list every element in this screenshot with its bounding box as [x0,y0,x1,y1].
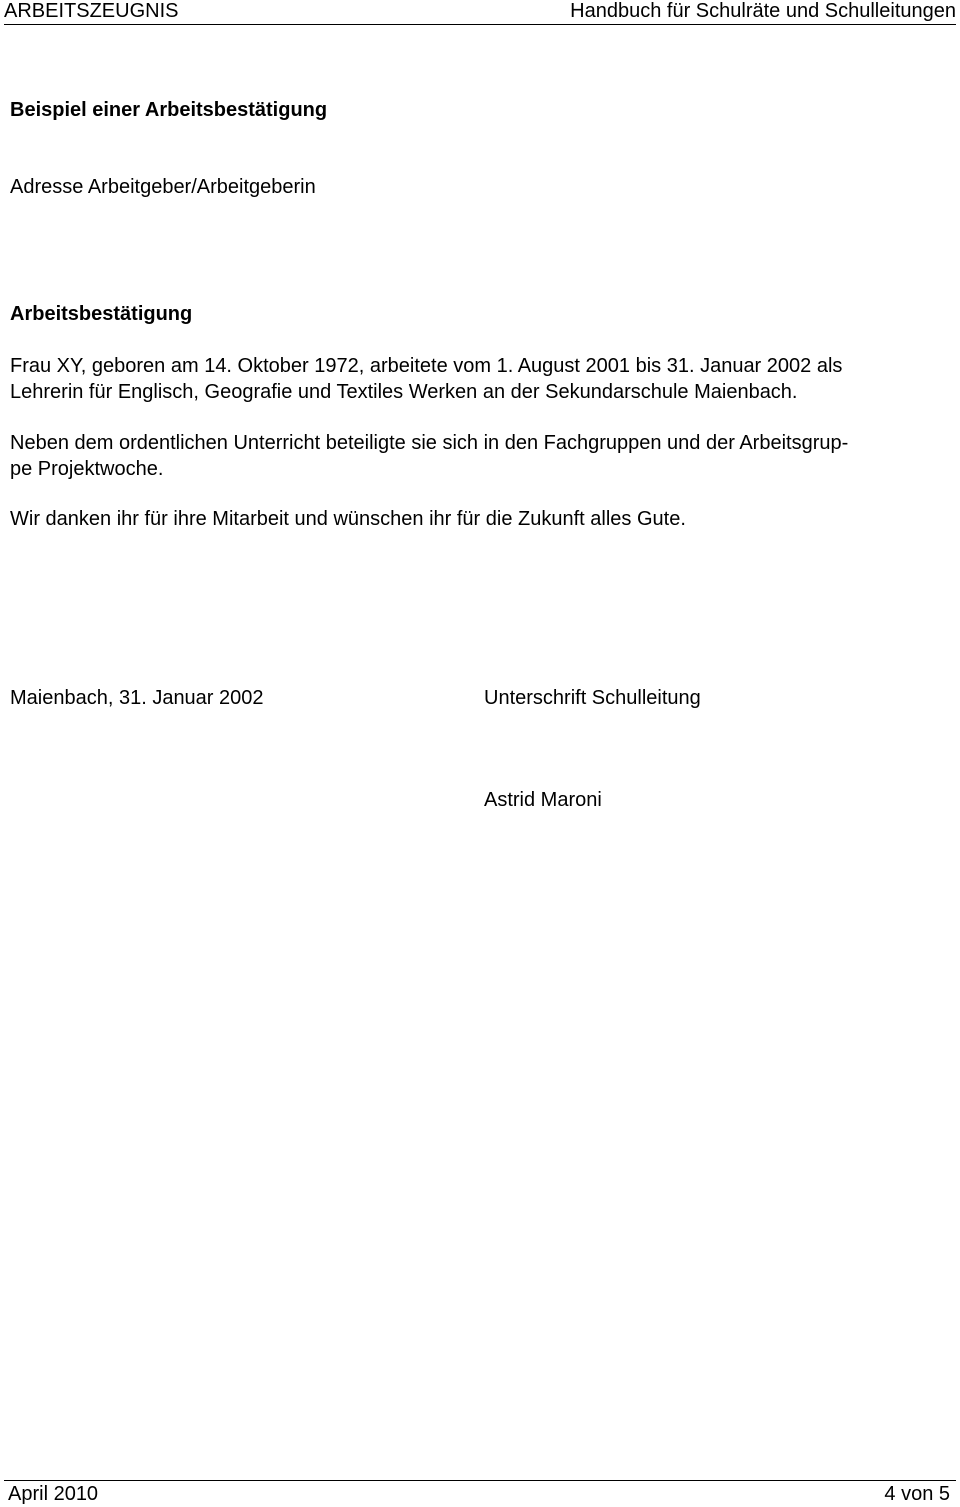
header-document-type: ARBEITSZEUGNIS [4,0,179,22]
page-footer [4,1480,956,1507]
document-title: Arbeitsbestätigung [10,303,193,325]
paragraph-employment-line-2: Lehrerin für Englisch, Geografie und Textiles Werken an der Sekundarschule Maienbach. [10,381,798,403]
footer-date: April 2010 [8,1483,99,1505]
paragraph-employment-line-1: Frau XY, geboren am 14. Oktober 1972, arbeitete vom 1. August 2001 bis 31. Januar 2002 als [10,355,843,377]
example-heading: Beispiel einer Arbeitsbestätigung [10,99,328,121]
place-and-date: Maienbach, 31. Januar 2002 [10,687,264,709]
employer-address: Adresse Arbeitgeber/Arbeitgeberin [10,176,316,198]
signatory-name: Astrid Maroni [484,789,602,811]
paragraph-activities-line-2: pe Projektwoche. [10,458,164,480]
paragraph-thanks: Wir danken ihr für ihre Mitarbeit und wünschen ihr für die Zukunft alles Gute. [10,508,686,530]
paragraph-activities-line-1: Neben dem ordentlichen Unterricht beteiligte sie sich in den Fachgruppen und der Arbeitsgrup- [10,432,849,454]
footer-page-number: 4 von 5 [884,1483,950,1505]
header-handbook-title: Handbuch für Schulräte und Schulleitungen [570,0,956,22]
page-header [4,0,956,25]
signature-label: Unterschrift Schulleitung [484,687,701,709]
